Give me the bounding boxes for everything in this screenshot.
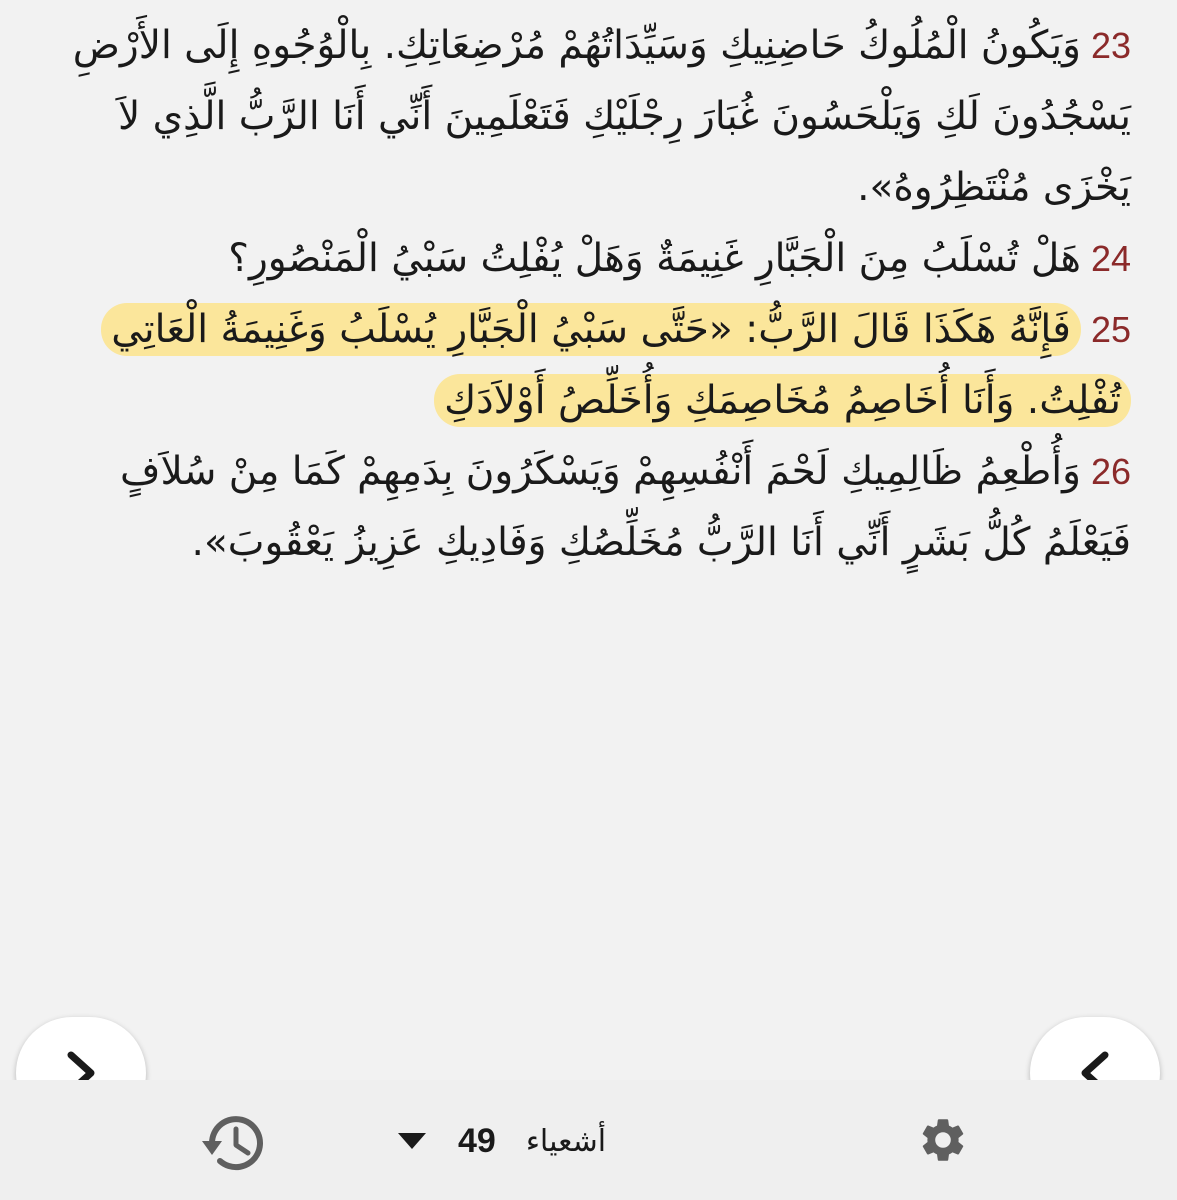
gear-icon — [917, 1114, 969, 1166]
verse-number: 26 — [1090, 451, 1131, 492]
bottom-toolbar — [0, 1080, 1177, 1200]
verse-number: 24 — [1090, 238, 1131, 279]
verse-text: هَلْ تُسْلَبُ مِنَ الْجَبَّارِ غَنِيمَةٌ وَهَلْ يُفْلِتُ سَبْيُ الْمَنْصُورِ؟ — [228, 236, 1081, 281]
history-button[interactable] — [196, 1110, 270, 1176]
verse-23[interactable] — [40, 10, 1131, 223]
verse-text: وَأُطْعِمُ ظَالِمِيكِ لَحْمَ أَنْفُسِهِمْ وَيَسْكَرُونَ بِدَمِهِمْ كَمَا مِنْ سُلاَفٍ فَيَعْلَمُ كُلُّ بَشَرٍ أَنِّي أَنَا الرَّبُّ مُخَلِّصُكِ وَفَادِيكِ عَزِيزُ يَعْقُوبَ». — [120, 449, 1131, 565]
verse-24[interactable] — [40, 223, 1131, 294]
book-name: أشعياء — [525, 1123, 607, 1159]
book-chapter-selector[interactable] — [398, 1110, 638, 1172]
verse-number: 23 — [1090, 25, 1131, 66]
verse-26[interactable] — [40, 436, 1131, 578]
caret-down-icon — [398, 1133, 426, 1149]
verse-25[interactable] — [40, 294, 1131, 436]
history-icon — [198, 1111, 268, 1175]
verse-number: 25 — [1090, 309, 1131, 350]
settings-button[interactable] — [915, 1112, 971, 1168]
chapter-number: 49 — [458, 1121, 496, 1160]
highlighted-verse-text: فَإِنَّهُ هَكَذَا قَالَ الرَّبُّ: «حَتَّى سَبْيُ الْجَبَّارِ يُسْلَبُ وَغَنِيمَةُ الْعَاتِي تُفْلِتُ. وَأَنَا أُخَاصِمُ مُخَاصِمَكِ وَأُخَلِّصُ أَوْلاَدَكِ — [101, 303, 1131, 427]
verse-text: وَيَكُونُ الْمُلُوكُ حَاضِنِيكِ وَسَيِّدَاتُهُمْ مُرْضِعَاتِكِ. بِالْوُجُوهِ إِلَى الأَرْضِ يَسْجُدُونَ لَكِ وَيَلْحَسُونَ غُبَارَ رِجْلَيْكِ فَتَعْلَمِينَ أَنِّي أَنَا الرَّبُّ الَّذِي لاَ يَخْزَى مُنْتَظِرُوهُ». — [72, 23, 1131, 210]
chapter-text — [40, 10, 1131, 578]
